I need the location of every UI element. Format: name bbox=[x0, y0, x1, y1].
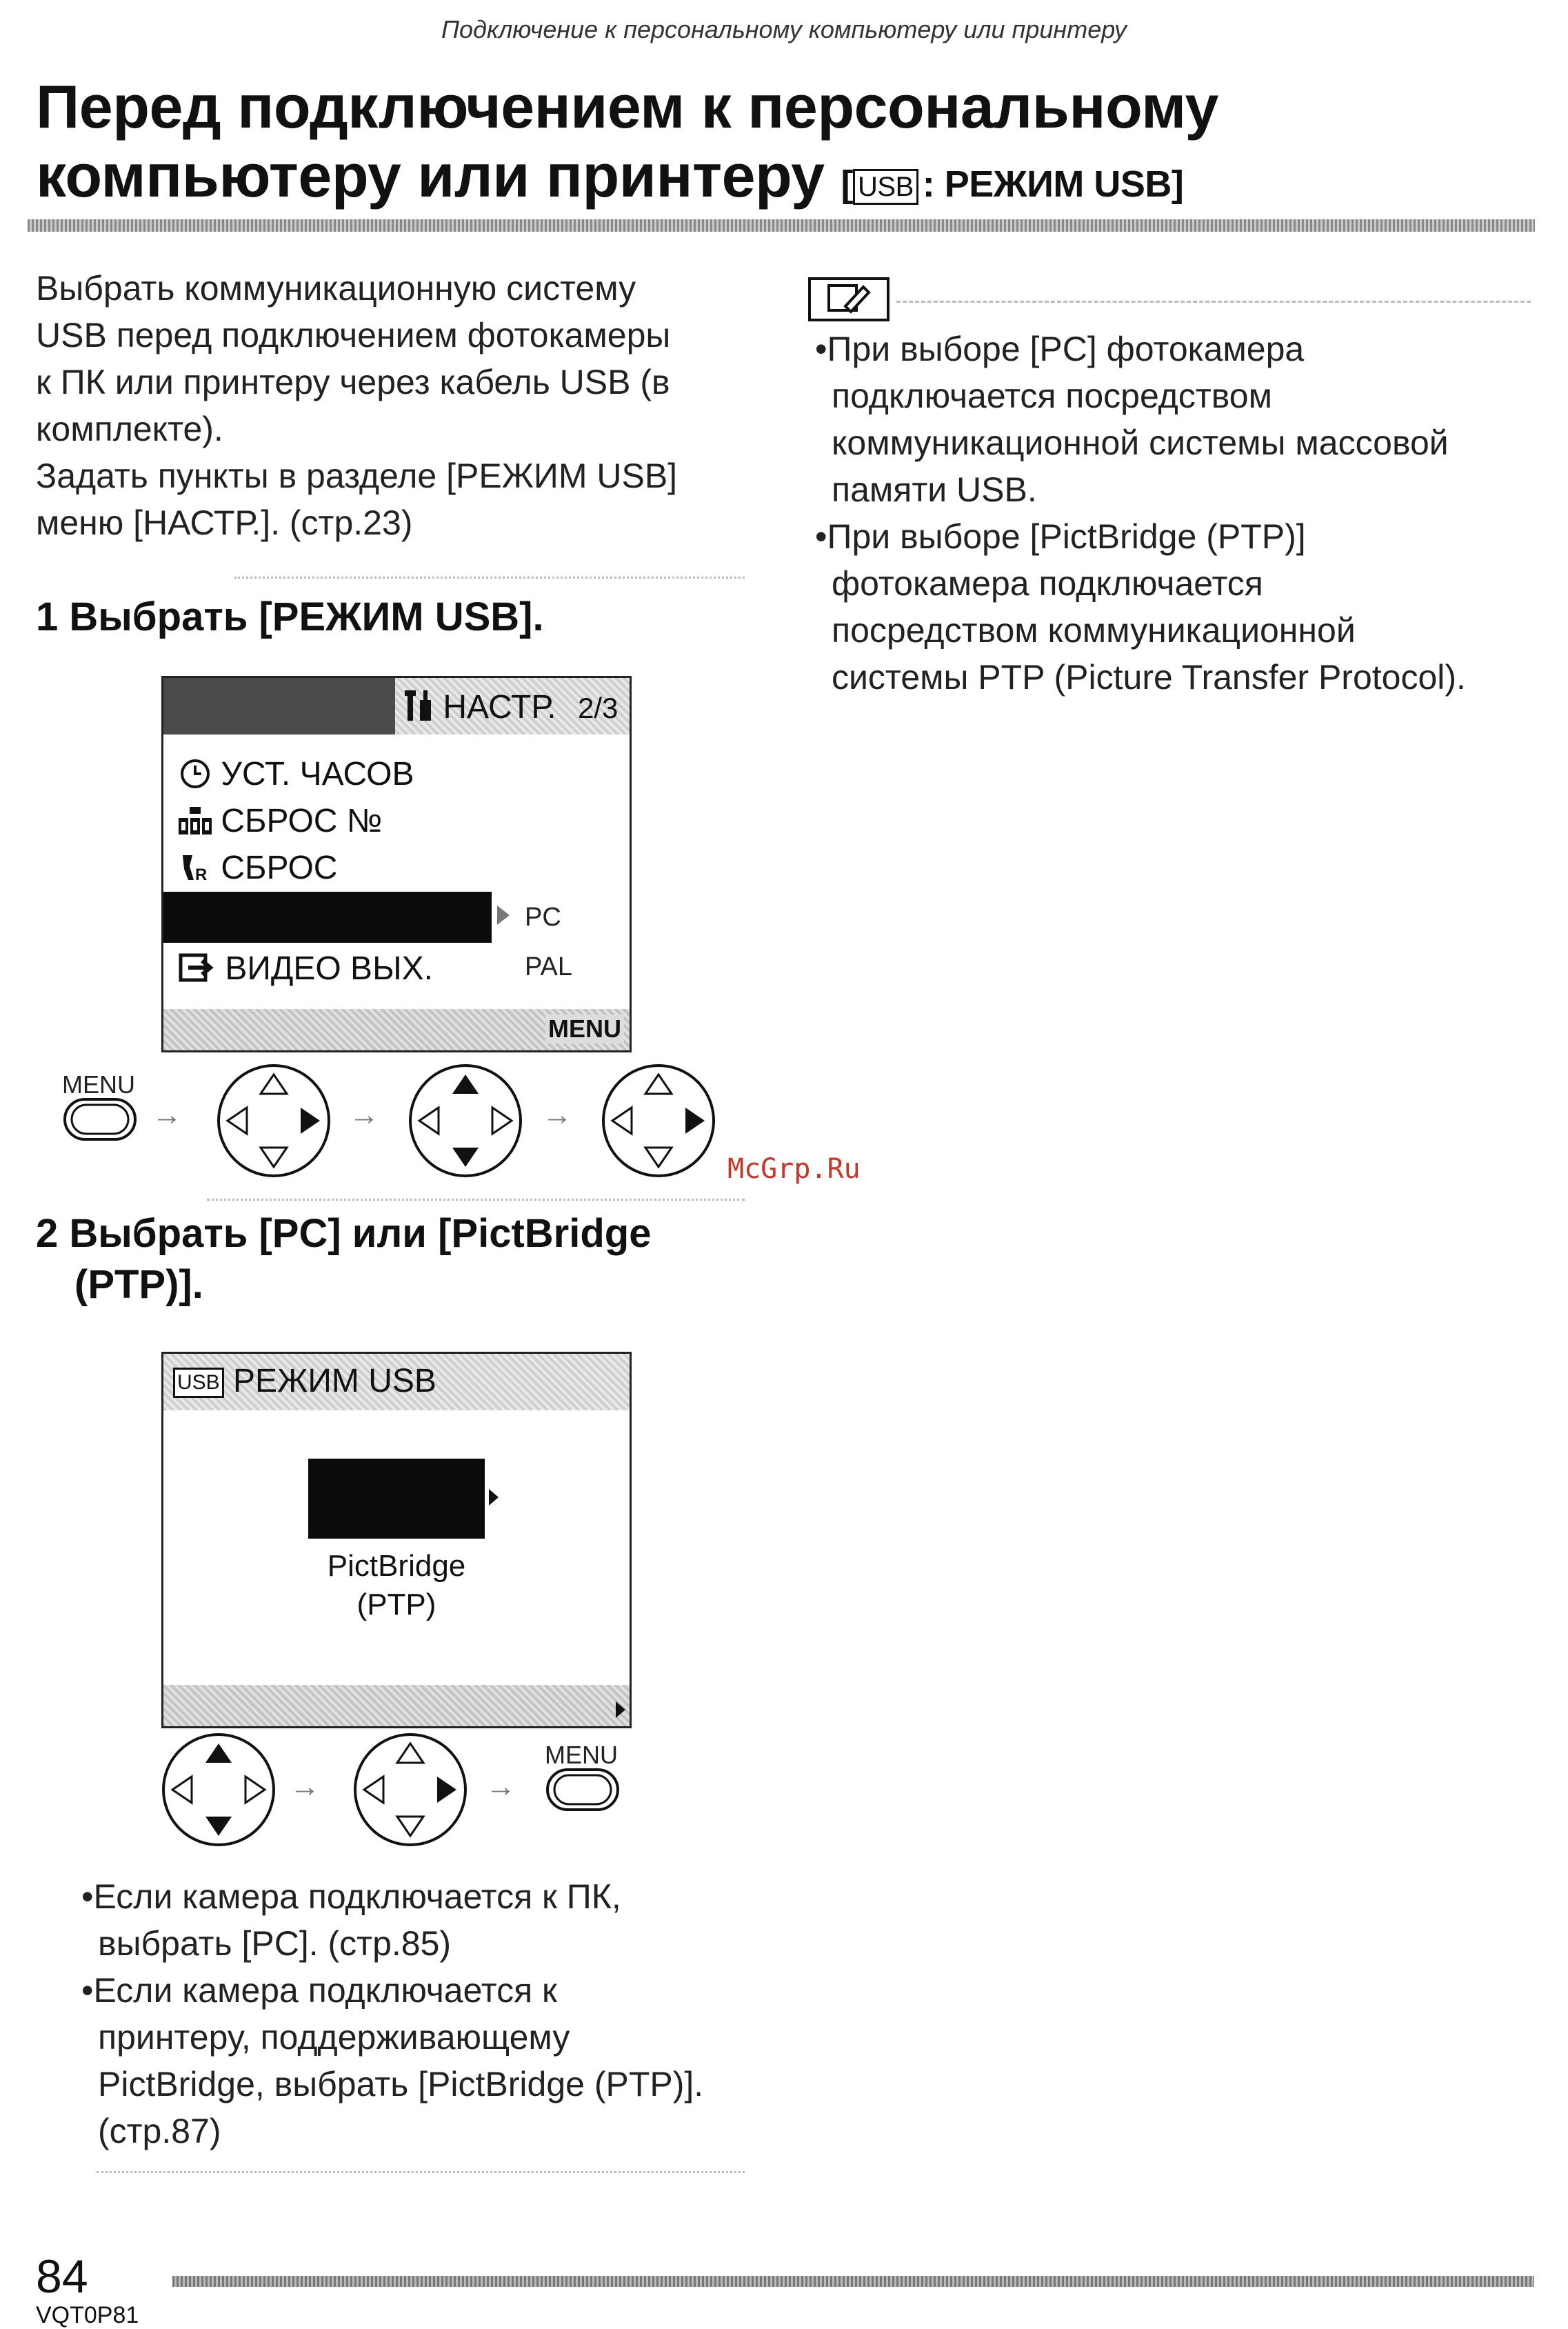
note-separator bbox=[896, 301, 1531, 303]
intro-line: комплекте). bbox=[36, 410, 223, 448]
option-pictbridge bbox=[163, 1547, 630, 1624]
list-item bbox=[805, 513, 1536, 701]
usb-chip: USB bbox=[173, 1368, 224, 1398]
intro-line: меню [НАСТР.]. (стр.23) bbox=[36, 503, 413, 542]
step-text: (PTP)]. bbox=[74, 1262, 203, 1307]
list-item-line: посредством коммуникационной bbox=[832, 611, 1356, 650]
title-underline-bar bbox=[28, 219, 1535, 232]
sequence-arrow-icon: → bbox=[152, 1098, 182, 1132]
sequence-arrow-icon: → bbox=[485, 1770, 516, 1803]
menu-row-clock-set bbox=[179, 755, 414, 793]
screen-header-dark-block bbox=[163, 678, 395, 734]
dpad-right-icon bbox=[352, 1731, 469, 1848]
step-text: Выбрать [PC] или [PictBridge bbox=[69, 1211, 652, 1256]
usb-mode-header-label: РЕЖИМ USB bbox=[233, 1363, 436, 1399]
menu-footer-label: MENU bbox=[545, 1014, 624, 1043]
title-bracket: [ bbox=[841, 163, 854, 205]
list-item-line: фотокамера подключается bbox=[832, 564, 1263, 603]
video-out-value: PAL bbox=[525, 952, 573, 981]
video-out-icon bbox=[179, 953, 216, 983]
menu-button-caption: MENU bbox=[545, 1741, 618, 1769]
setup-tool-icon bbox=[405, 688, 434, 723]
menu-button-icon bbox=[545, 1767, 621, 1812]
step-number: 2 bbox=[36, 1211, 59, 1256]
list-item-line: выбрать [PC]. (стр.85) bbox=[98, 1924, 452, 1963]
list-item-line: (стр.87) bbox=[98, 2112, 221, 2150]
intro-line: Задать пункты в разделе [РЕЖИМ USB] bbox=[36, 457, 678, 495]
menu-button-caption: MENU bbox=[62, 1070, 135, 1099]
menu-row-label: СБРОС bbox=[221, 850, 338, 886]
camera-screen-usb-mode bbox=[161, 1352, 632, 1728]
dpad-up-down-icon bbox=[407, 1062, 524, 1179]
menu-row-label: ВИДЕО ВЫХ. bbox=[225, 950, 433, 987]
page-title-line1: Перед подключением к персональному bbox=[36, 72, 1218, 141]
footer-arrow-icon bbox=[616, 1701, 625, 1718]
option-pc-highlight bbox=[308, 1459, 485, 1539]
usb-chip: USB bbox=[853, 169, 918, 205]
menu-row-file-reset bbox=[179, 802, 382, 840]
camera-screen-setup-menu bbox=[161, 676, 632, 1052]
step-text: Выбрать [РЕЖИМ USB]. bbox=[69, 594, 544, 639]
note-list bbox=[805, 326, 1536, 701]
sequence-arrow-icon: → bbox=[290, 1770, 320, 1803]
setup-page-indicator: 2/3 bbox=[577, 692, 619, 724]
watermark: McGrp.Ru bbox=[727, 1153, 861, 1185]
page-title-line2-text: компьютеру или принтеру bbox=[36, 141, 825, 210]
step-2-notes bbox=[72, 1873, 761, 2155]
list-item-line: PictBridge, выбрать [PictBridge (PTP)]. bbox=[98, 2065, 704, 2103]
list-item-line: системы PTP (Picture Transfer Protocol). bbox=[832, 658, 1466, 697]
option-label: (PTP) bbox=[356, 1588, 436, 1621]
step-2-heading bbox=[36, 1208, 651, 1310]
reset-icon bbox=[179, 851, 212, 884]
file-numbering-icon bbox=[179, 804, 212, 837]
list-item-line: коммуникационной системы массовой bbox=[832, 423, 1449, 462]
screen-footer-bar bbox=[163, 1685, 630, 1726]
dpad-right-icon bbox=[215, 1062, 332, 1179]
intro-paragraph bbox=[36, 265, 767, 546]
page-number: 84 bbox=[36, 2250, 88, 2303]
submenu-arrow-icon bbox=[497, 906, 510, 925]
intro-line: к ПК или принтеру через кабель USB (в bbox=[36, 363, 670, 401]
step-1-heading bbox=[36, 592, 544, 643]
list-item-line: памяти USB. bbox=[832, 470, 1037, 509]
setup-header-label: НАСТР. bbox=[443, 689, 556, 726]
svg-text:R: R bbox=[195, 866, 208, 884]
footer-bar bbox=[172, 2276, 1534, 2287]
menu-row-label: СБРОС № bbox=[221, 803, 383, 839]
intro-line: Выбрать коммуникационную систему bbox=[36, 269, 636, 308]
page-title-line2 bbox=[36, 141, 1218, 219]
sequence-arrow-icon: → bbox=[542, 1098, 572, 1132]
menu-row-reset bbox=[179, 849, 337, 887]
list-item-line: •Если камера подключается к ПК, bbox=[81, 1877, 621, 1916]
option-label: PictBridge bbox=[327, 1549, 466, 1583]
usb-mode-header bbox=[173, 1362, 436, 1400]
page-title-mode bbox=[841, 163, 1184, 205]
clock-icon bbox=[179, 757, 212, 790]
menu-row-usb-mode-highlight bbox=[163, 892, 492, 943]
separator-dotted bbox=[97, 2171, 745, 2173]
menu-button-icon bbox=[62, 1097, 138, 1142]
separator-dotted bbox=[234, 577, 745, 579]
page-title bbox=[36, 72, 1218, 219]
sequence-arrow-icon: → bbox=[349, 1098, 379, 1132]
note-icon bbox=[808, 277, 889, 321]
list-item-line: •При выборе [PC] фотокамера bbox=[815, 330, 1305, 368]
list-item-line: •Если камера подключается к bbox=[81, 1971, 557, 2010]
list-item-line: принтеру, поддерживающему bbox=[98, 2018, 570, 2057]
list-item bbox=[805, 326, 1536, 513]
list-item bbox=[72, 1873, 761, 1967]
list-item-line: подключается посредством bbox=[832, 377, 1272, 415]
menu-row-label: УСТ. ЧАСОВ bbox=[221, 756, 414, 792]
dpad-right-icon bbox=[600, 1062, 717, 1179]
running-header: Подключение к персональному компьютеру или принтеру bbox=[441, 15, 1127, 43]
title-mode-label: : РЕЖИМ USB] bbox=[922, 163, 1184, 205]
step-number: 1 bbox=[36, 594, 59, 639]
list-item-line: •При выборе [PictBridge (PTP)] bbox=[815, 517, 1306, 556]
note-pencil-icon bbox=[811, 280, 887, 319]
list-item bbox=[72, 1967, 761, 2155]
menu-row-video-out bbox=[179, 950, 433, 988]
option-arrow-icon bbox=[489, 1489, 499, 1506]
setup-header bbox=[405, 688, 618, 726]
dpad-up-down-icon bbox=[160, 1731, 277, 1848]
usb-mode-value: PC bbox=[525, 903, 561, 932]
separator-dotted bbox=[207, 1199, 745, 1201]
intro-line: USB перед подключением фотокамеры bbox=[36, 316, 671, 354]
model-code: VQT0P81 bbox=[36, 2302, 139, 2328]
